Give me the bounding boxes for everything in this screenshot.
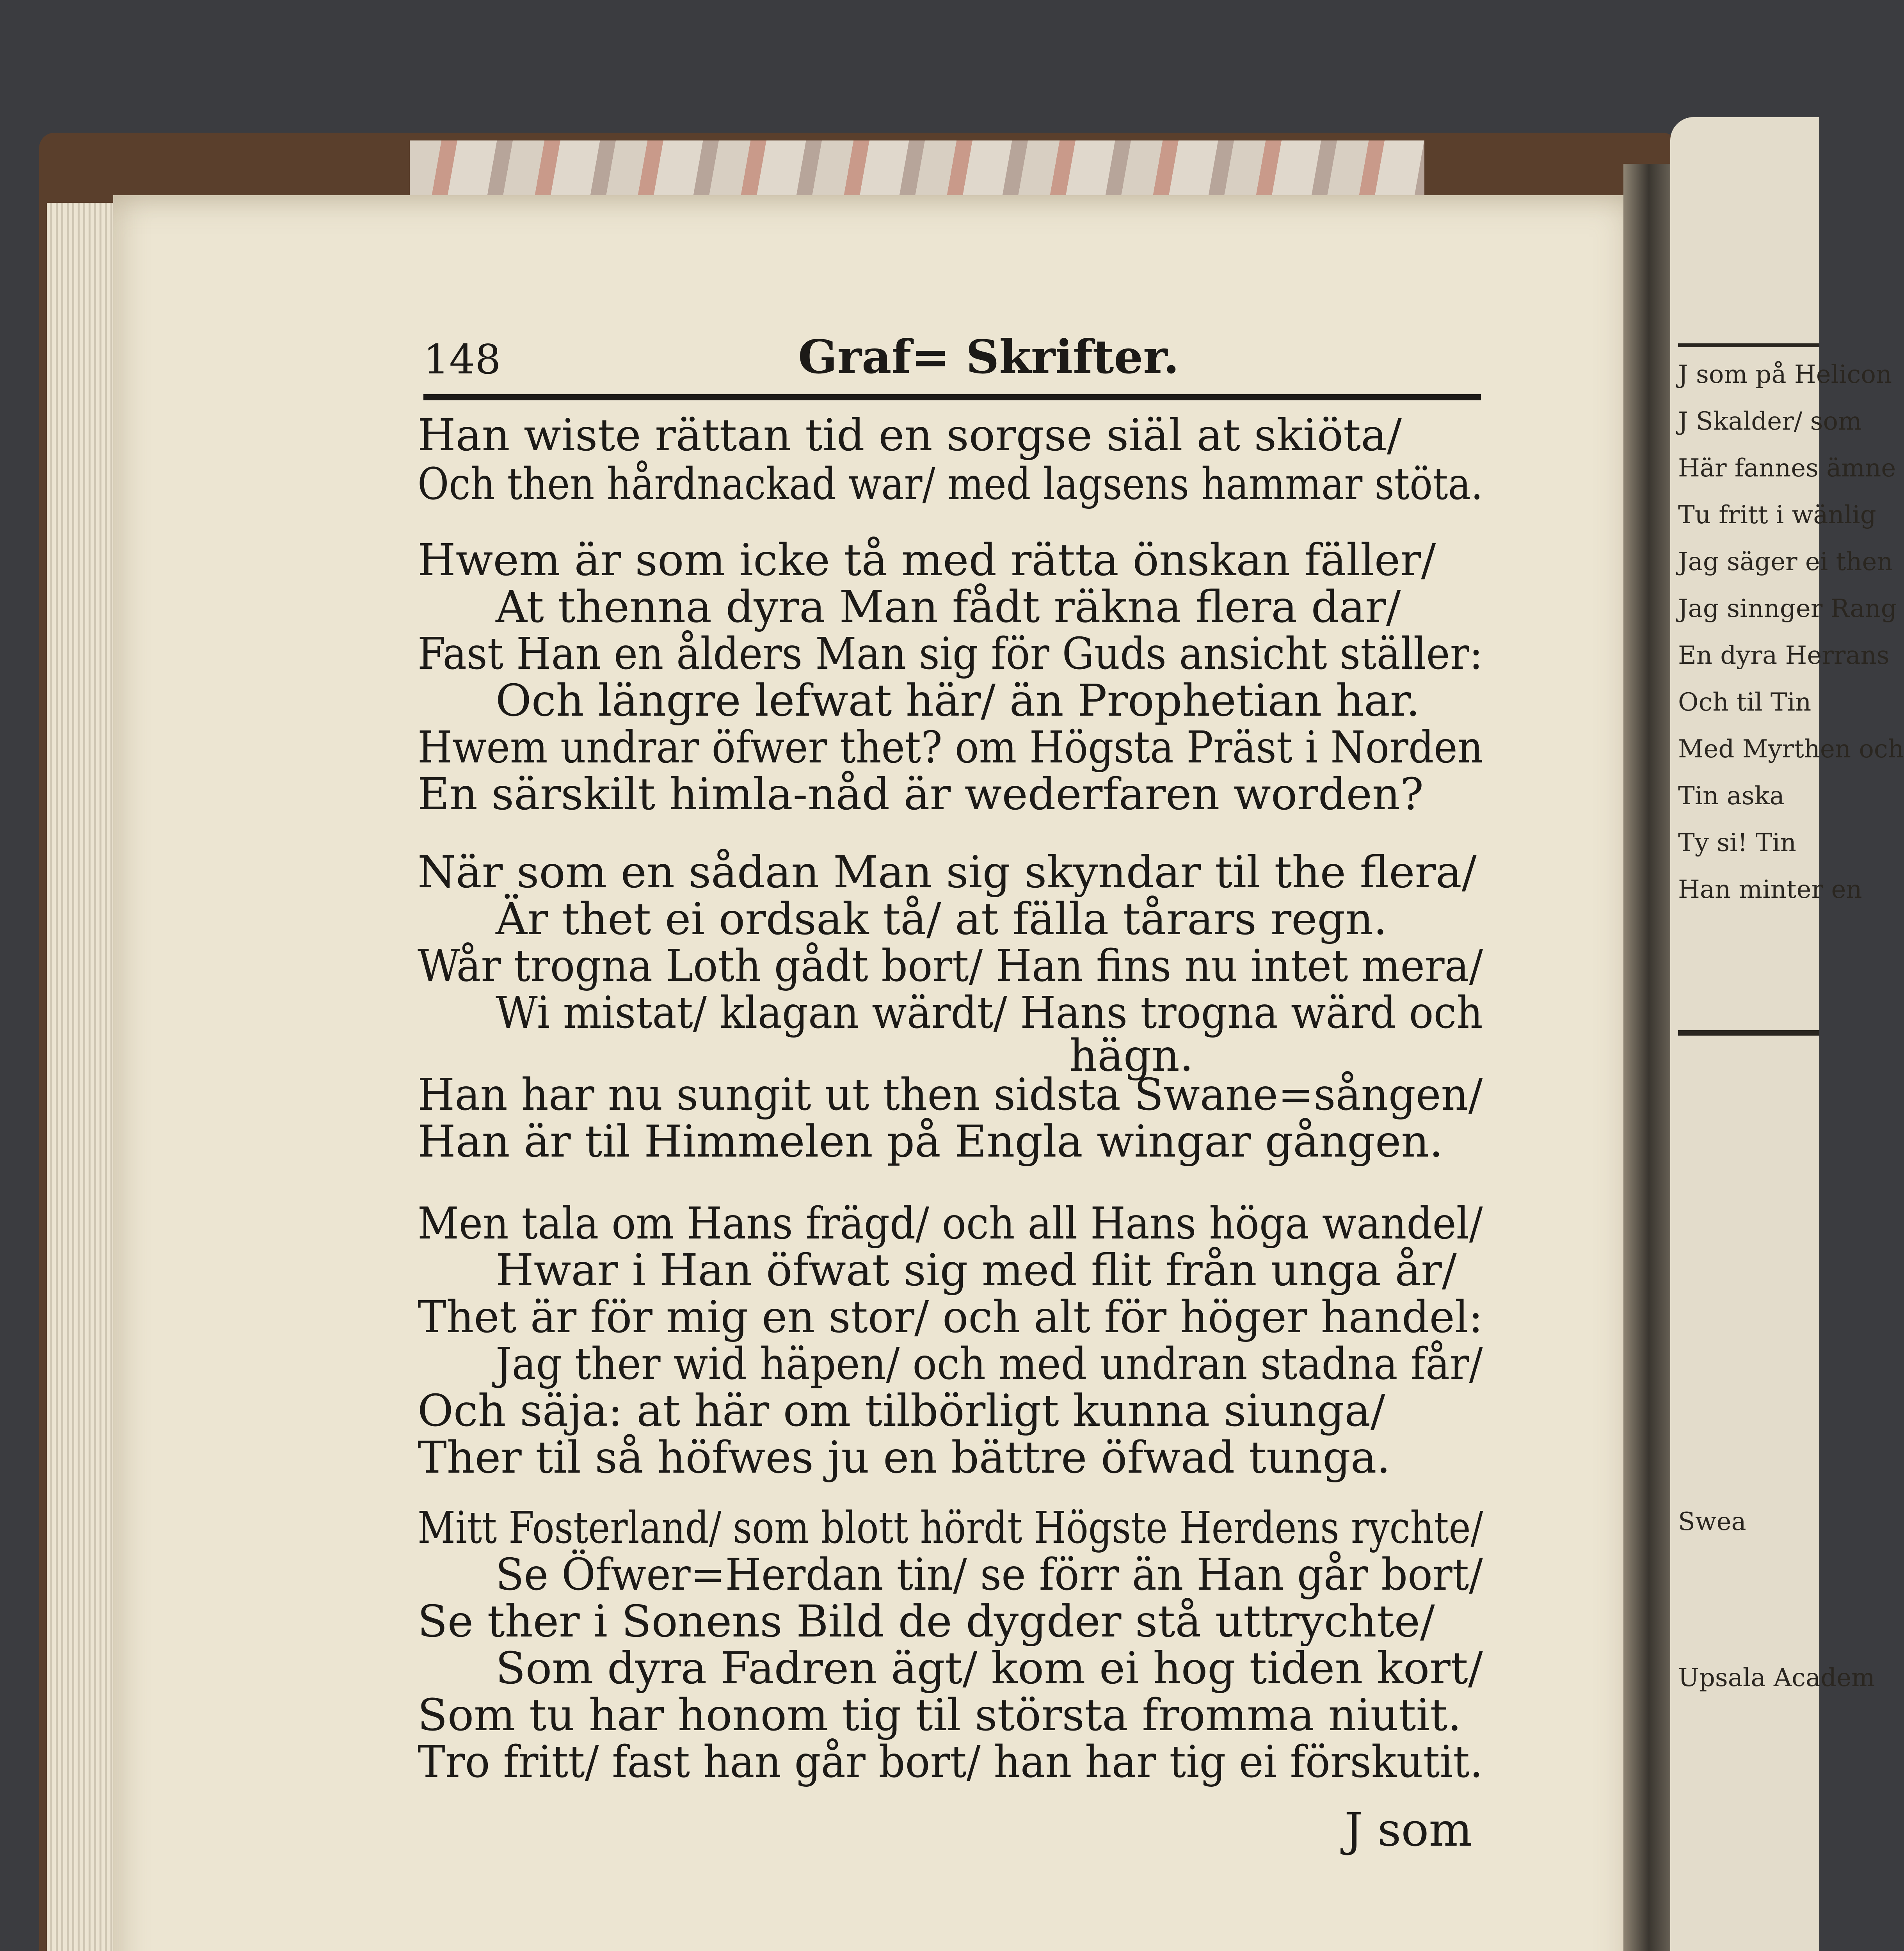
facing-line: Jag sinnger Rang (1678, 594, 1897, 623)
verse-line: Han wiste rättan tid en sorgse siäl at skiöta/ (418, 410, 1402, 461)
verse-line: Se Öfwer=Herdan tin/ se förr än Han går bort/ (496, 1549, 1483, 1600)
catchword: J som (1344, 1803, 1473, 1857)
verse-line: Men tala om Hans frägd/ och all Hans höga wandel/ (418, 1198, 1483, 1249)
facing-line: Och til Tin (1678, 688, 1812, 717)
facing-line: J Skalder/ som (1678, 407, 1862, 436)
facing-line: J som på Helicon (1678, 360, 1892, 389)
verse-line: Se ther i Sonens Bild de dygder stå uttrychte/ (418, 1596, 1435, 1647)
verse-line: Wi mistat/ klagan wärdt/ Hans trogna wärd och (496, 988, 1483, 1038)
verse-line: Hwem undrar öfwer thet? om Högsta Präst i Norden (418, 722, 1483, 773)
facing-page-ornament-rule (1678, 1030, 1819, 1036)
verse-line: Tro fritt/ fast han går bort/ han har tig ei förskutit. (418, 1737, 1483, 1788)
verse-line: Han har nu sungit ut then sidsta Swane=sången/ (418, 1070, 1483, 1120)
verse-line: Och then hårdnackad war/ med lagsens hammar stöta. (418, 459, 1483, 510)
verse-line: Han är til Himmelen på Engla wingar gången. (418, 1116, 1443, 1167)
verse-line: Jag ther wid häpen/ och med undran stadna får/ (496, 1339, 1483, 1390)
facing-line: Jag säger ei then (1678, 547, 1893, 576)
facing-page-text (1678, 351, 1904, 1701)
verse-line: Hwem är som icke tå med rätta önskan fäller/ (418, 535, 1436, 586)
facing-page-rule (1678, 343, 1819, 347)
verse-line: hägn. (1069, 1031, 1194, 1081)
facing-line: Med Myrthen och (1678, 735, 1904, 764)
verse-line: Hwar i Han öfwat sig med flit från unga år/ (496, 1245, 1457, 1296)
facing-line: Tu fritt i wänlig (1678, 501, 1876, 530)
verse-line: Och säja: at här om tilbörligt kunna siunga/ (418, 1386, 1385, 1436)
page-number: 148 (423, 336, 501, 383)
facing-line: En dyra Herrans (1678, 641, 1890, 670)
verse-line: Fast Han en ålders Man sig för Guds ansicht ställer: (418, 629, 1483, 679)
facing-line: Swea (1678, 1507, 1746, 1536)
verse-line: Wår trogna Loth gådt bort/ Han fins nu intet mera/ (418, 941, 1483, 991)
verse-line: Mitt Fosterland/ som blott hördt Högste Herdens rychte/ (418, 1503, 1483, 1553)
facing-line: Tin aska (1678, 782, 1785, 810)
verse-line: När som en sådan Man sig skyndar til the flera/ (418, 847, 1477, 898)
verse-line: Ther til så höfwes ju en bättre öfwad tunga. (418, 1432, 1391, 1483)
verse-line: Är thet ei ordsak tå/ at fälla tårars regn. (496, 894, 1387, 945)
verse-line: Och längre lefwat här/ än Prophetian har. (496, 675, 1420, 726)
verse-line: Som dyra Fadren ägt/ kom ei hog tiden kort/ (496, 1643, 1483, 1694)
verse-line: At thenna dyra Man fådt räkna flera dar/ (496, 582, 1401, 633)
facing-line: Ty si! Tin (1678, 828, 1796, 857)
book-gutter (1623, 164, 1674, 1951)
facing-line: Upsala Academ (1678, 1663, 1875, 1692)
facing-line: Han minter en (1678, 875, 1862, 904)
verse-line: En särskilt himla-nåd är wederfaren worden? (418, 769, 1424, 820)
verse-line: Som tu har honom tig til största fromma niutit. (418, 1690, 1462, 1741)
header-rule (423, 394, 1481, 400)
marbled-endpaper (410, 140, 1424, 199)
verse-line: Thet är för mig en stor/ och alt för höger handel: (418, 1292, 1483, 1343)
facing-line: Här fannes ämne (1678, 454, 1896, 483)
running-title: Graf= Skrifter. (798, 330, 1179, 384)
